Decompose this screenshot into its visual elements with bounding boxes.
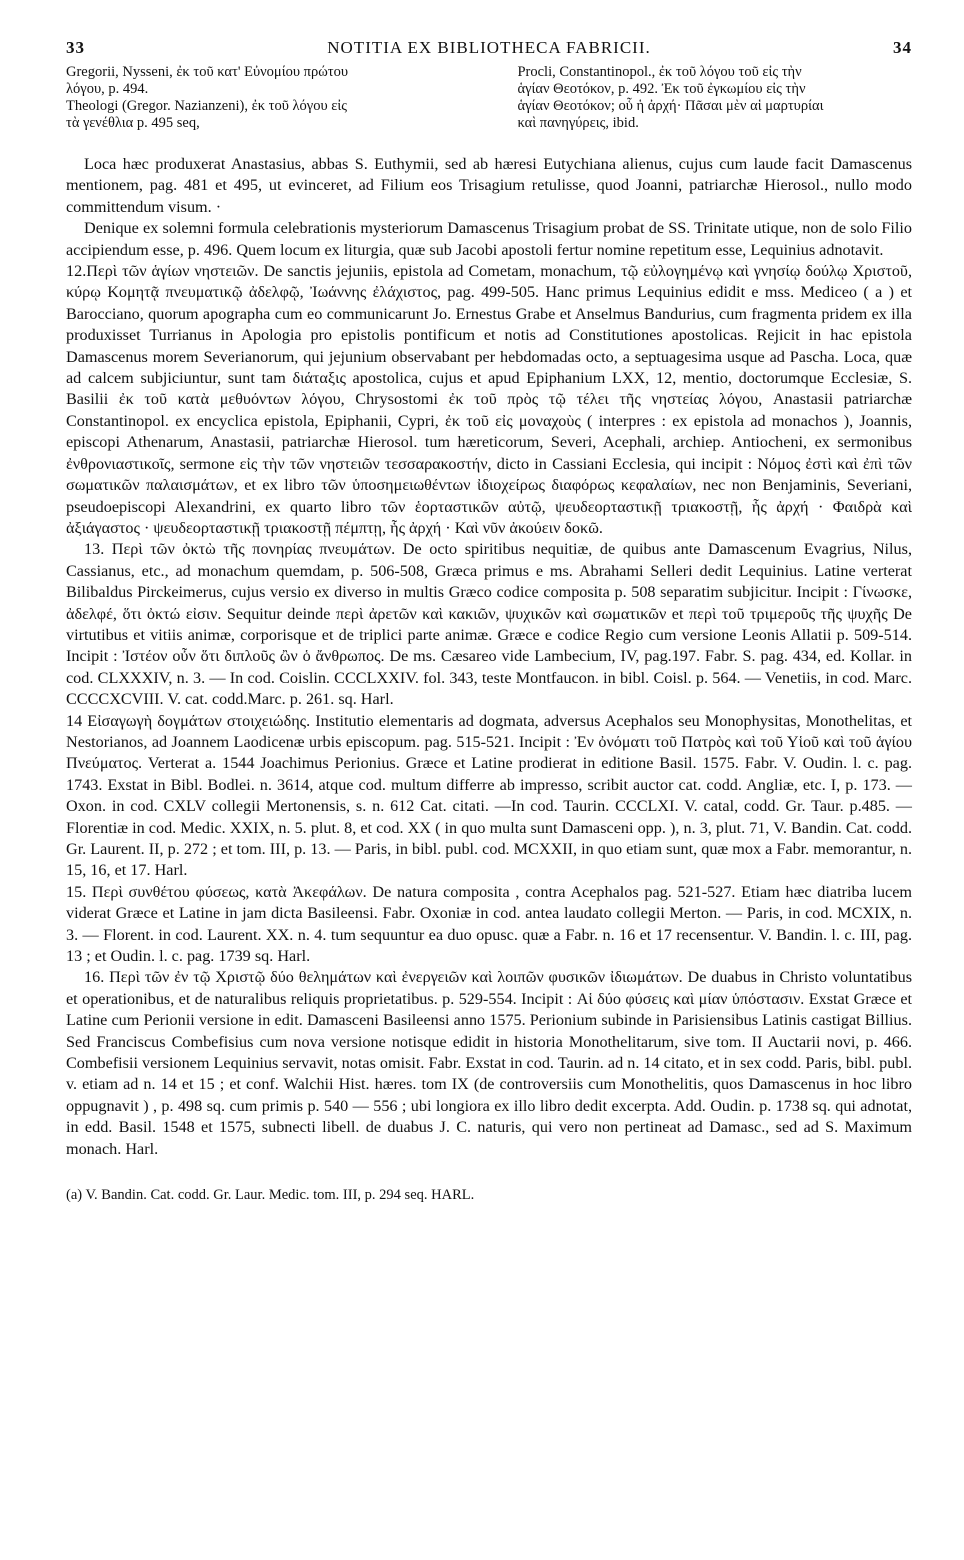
right-column [497, 64, 912, 132]
paragraph-item-13: 13. Περὶ τῶν ὀκτὼ τῆς πονηρίας πνευμάτων. De octo spiritibus nequitiæ, de quibus ante Damascenum Evagrius, Nilus, Cassianus, etc., ad monachum quemdam, p. 506-508, Græca primus e ms. Abrahami Selleri dedit Lequinius. Latine verterat Bilibaldus Pirckeimerus, cujus versio ex diverso in multis Græco codice composita p. 508 separatim subjicitur. Incipit : Γίνωσκε, ἀδελφέ, ὅτι ὀκτώ εἰσιν. Sequitur deinde περὶ ἀρετῶν καὶ κακιῶν, ψυχικῶν καὶ σωματικῶν et περὶ τοῦ τριμεροῦς τῆς ψυχῆς De virtutibus et vitiis animæ, corporisque et de triplici parte animæ. Græce e codice Regio cum versione Leonis Allatii p. 509-514. Incipit : Ἰστέον οὖν ὅτι διπλοῦς ὢν ὁ ἄνθρωπος. De ms. Cæsareo vide Lambecium, IV, pag.197. Fabr. S. pag. 434, ed. Kollar. in cod. CLXXXIV, n. 3. — In cod. Coislin. CCCLXXIV. fol. 343, teste Montfaucon. in bibl. Coisl. p. 564. — Venetiis, in cod. Marc. CCCCXCVIII. V. cat. codd.Marc. p. 261. sq. Harl. [66, 540, 912, 709]
paragraph-item-12: 12.Περὶ τῶν ἁγίων νηστειῶν. De sanctis jejuniis, epistola ad Cometam, monachum, τῷ εὐλογημένῳ καὶ γνησίῳ δούλῳ Χριστοῦ, κύρῳ Κομητᾷ πνευματικῷ ἀδελφῷ, Ἰωάννης ἐλάχιστος, pag. 499-505. Hanc primus Lequinius edidit e mss. Mediceo ( a ) et Barocciano, quorum apographa cum eo communicarunt Jo. Ernestus Grabe et Anselmus Bandurius, cum fragmenta pridem ex illa produxisset Turrianus in Apologia pro epistolis pontificum et notis ad Constitutiones apostolicas. Rejicit in hac epistola Damascenus morem Severianorum, qui jejunium observabant per hebdomadas octo, a septuagesima usque ad Pascha. Loca, quæ ad calcem subjiciuntur, sunt tam διάταξις apostolica, cujus et apud Epiphanium LXX, 12, mentio, doctorumque Ecclesiæ, S. Basilii ἐκ τοῦ κατὰ μεθυόντων λόγου, Chrysostomi ἐκ τοῦ πρὸς τῷ τέλει τῆς νηστείας λόγου, Anastasii patriarchæ Constantinopol. ex encyclica epistola, Epiphanii, Cypri, ἐκ τοῦ εἰς μοναχοὺς ( interpres : ex epistola ad monachos ), Joannis, episcopi Athenarum, Anastasii, patriarchæ Hierosol. tum hæreticorum, Severi, Acephali, archiep. Antiocheni, ex sermonibus ἐνθρονιαστικοῖς, sermone εἰς τὴν τῶν νηστειῶν τεσσαρακοστήν, dicto in Cassiani Ecclesia, qui incipit : Νόμος ἐστὶ καὶ ἐπὶ τῶν σωματικῶν παλαισμάτων, et ex libro τῶν ὑποσημειωθέντων ἰδιοχείρως διαφόρως κεφαλαίων, nec non Benjaminis, Severiani, pseudoepiscopi Alexandrini, ex quarto libro τῶν ἑορταστικῶν αὐτῷ, ψευδεορταστικῇ τριακοστῇ, ἧς ἀρχή · Φαιδρὰ καὶ ἀξιάγαστος · ψευδεορταστικῇ τριακοστῇ πέμπτῃ, ἧς ἀρχή · Καὶ νῦν ἀκούειν δοκῶ. [66, 262, 912, 537]
paragraph-item-14: 14 Εἰσαγωγὴ δογμάτων στοιχειώδης. Institutio elementaris ad dogmata, adversus Acephalos seu Monophysitas, Monothelitas, et Nestorianos, ad Joannem Laodicenæ urbis episcopum. pag. 515-521. Incipit : Ἐν ὀνόματι τοῦ Πατρὸς καὶ τοῦ Υἱοῦ καὶ τοῦ ἁγίου Πνεύματος. Verterat a. 1544 Joachimus Perionius. Græce et Latine prodierat in editione Basil. 1575. Fabr. V. Oudin. l. c. pag. 1743. Exstat in Bibl. Bodlei. n. 3614, atque cod. multum differre ab impresso, scribit auctor cat. codd. Angliæ, etc. I, p. 173. — Oxon. in cod. CXLV collegii Mertonensis, s. n. 612 Cat. citati. —In cod. Taurin. CCCLXI. V. catal, codd. Gr. Taur. p.485. — Florentiæ in cod. Medic. XXIX, n. 5. plut. 8, et cod. XX ( in quo multa sunt Damasceni opp. ), n. 3, plut. 71, V. Bandin. Cat. codd. Gr. Laurent. II, p. 272 ; et tom. III, p. 13. — Paris, in bibl. publ. cod. MCXXII, in quo etiam sunt, quæ mox a Fabr. memorantur, n. 15, 16, et 17. Harl. [66, 711, 912, 880]
left-column-line: τὰ γενέθλια p. 495 seq, [66, 115, 200, 131]
paragraph-loca-haec: Loca hæc produxerat Anastasius, abbas S. Euthymii, sed ab hæresi Eutychiana alienus, cujus cum laude facit Damascenus mentionem, pag. 481 et 495, ut evinceret, ad Filium eos Trisagium retulisse, quod Joanni, patriarchæ Hierosol., nullo modo committendum visum. · [66, 155, 912, 216]
footnote: (a) V. Bandin. Cat. codd. Gr. Laur. Medic. tom. III, p. 294 seq. HARL. [66, 1187, 475, 1204]
left-column-line: Gregorii, Nysseni, ἐκ τοῦ κατ' Εὐνομίου πρώτου [66, 64, 349, 80]
paragraph-item-16: 16. Περὶ τῶν ἐν τῷ Χριστῷ δύο θελημάτων καὶ ἐνεργειῶν καὶ λοιπῶν φυσικῶν ἰδιωμάτων. De duabus in Christo voluntatibus et operationibus, et de naturalibus reliquis proprietatibus. p. 529-554. Incipit : Αἱ δύο φύσεις καὶ μίαν ὑπόστασιν. Exstat Græce et Latine cum Perionii versione in edit. Damasceni Basileensi anno 1575. Perionium subinde in Parisiensibus Latinis castigat Billius. Sed Franciscus Combefisius cum nova versione notisque edidit in historia Monothelitarum, sive tom. II Auctarii novi, p. 466. Combefisii versionem Lequinius servavit, notas omisit. Fabr. Exstat in cod. Taurin. ad n. 14 citato, et in sex codd. Paris, bibl. publ. v. etiam ad n. 14 et 15 ; et conf. Walchii Hist. hæres. tom IX (de controversiis cum Monothelitis, quos Damascenus in hoc libro oppugnavit ) , p. 498 sq. cum primis p. 540 — 556 ; ubi longiora ex illo libro dedit excerpta. Add. Oudin. p. 1738 sq. qui adnotat, in edd. Basil. 1548 et 1575, subnecti libell. de duabus J. C. naturis, qui vero non pertineat ad Damasc., sed ad S. Maximum monach. Harl. [66, 968, 912, 1158]
running-title: NOTITIA EX BIBLIOTHECA FABRICII. [327, 38, 651, 57]
right-column-line: ἁγίαν Θεοτόκον, p. 492. Ἐκ τοῦ ἐγκωμίου εἰς τὴν [517, 81, 806, 97]
running-header [66, 38, 912, 62]
left-column-line: λόγου, p. 494. [66, 81, 149, 97]
paragraph-item-15: 15. Περὶ συνθέτου φύσεως, κατὰ Ἀκεφάλων. De natura composita , contra Acephalos pag. 521-527. Etiam hæc diatriba lucem viderat Græce et Latine in jam dicta Basileensi. Fabr. Oxoniæ in cod. antea laudato collegii Merton. — Paris, in cod. MCXIX, n. 3. — Florent. in cod. Laurent. XX. n. 4. tum sequuntur ea duo opusc. quæ a Fabr. n. 16 et 17 recensentur. V. Bandin. l. c. III, pag. 13 ; et Oudin. l. c. pag. 1739 sq. Harl. [66, 882, 912, 966]
right-column-line: Procli, Constantinopol., ἐκ τοῦ λόγου τοῦ εἰς τὴν [517, 64, 802, 80]
page-number-left: 33 [66, 38, 85, 57]
left-column-line: Theologi (Gregor. Nazianzeni), ἐκ τοῦ λόγου εἰς [66, 98, 347, 114]
top-two-column-list [66, 64, 912, 132]
paragraph-denique: Denique ex solemni formula celebrationis mysteriorum Damascenus Trisagium probat de SS. Trinitate utique, non de solo Filio accipiendum esse, p. 496. Quem locum ex liturgia, quæ sub Jacobi apostoli fertur nomine repetitum esse, Lequinius adnotavit. [66, 219, 912, 259]
right-column-line: ἁγίαν Θεοτόκον; οὗ ἡ ἀρχή· Πᾶσαι μὲν αἱ μαρτυρίαι [517, 98, 824, 114]
main-text [66, 154, 912, 1160]
left-column [66, 64, 481, 132]
document-page [66, 38, 912, 1204]
right-column-line: καὶ πανηγύρεις, ibid. [517, 115, 639, 131]
page-number-right: 34 [893, 38, 912, 57]
